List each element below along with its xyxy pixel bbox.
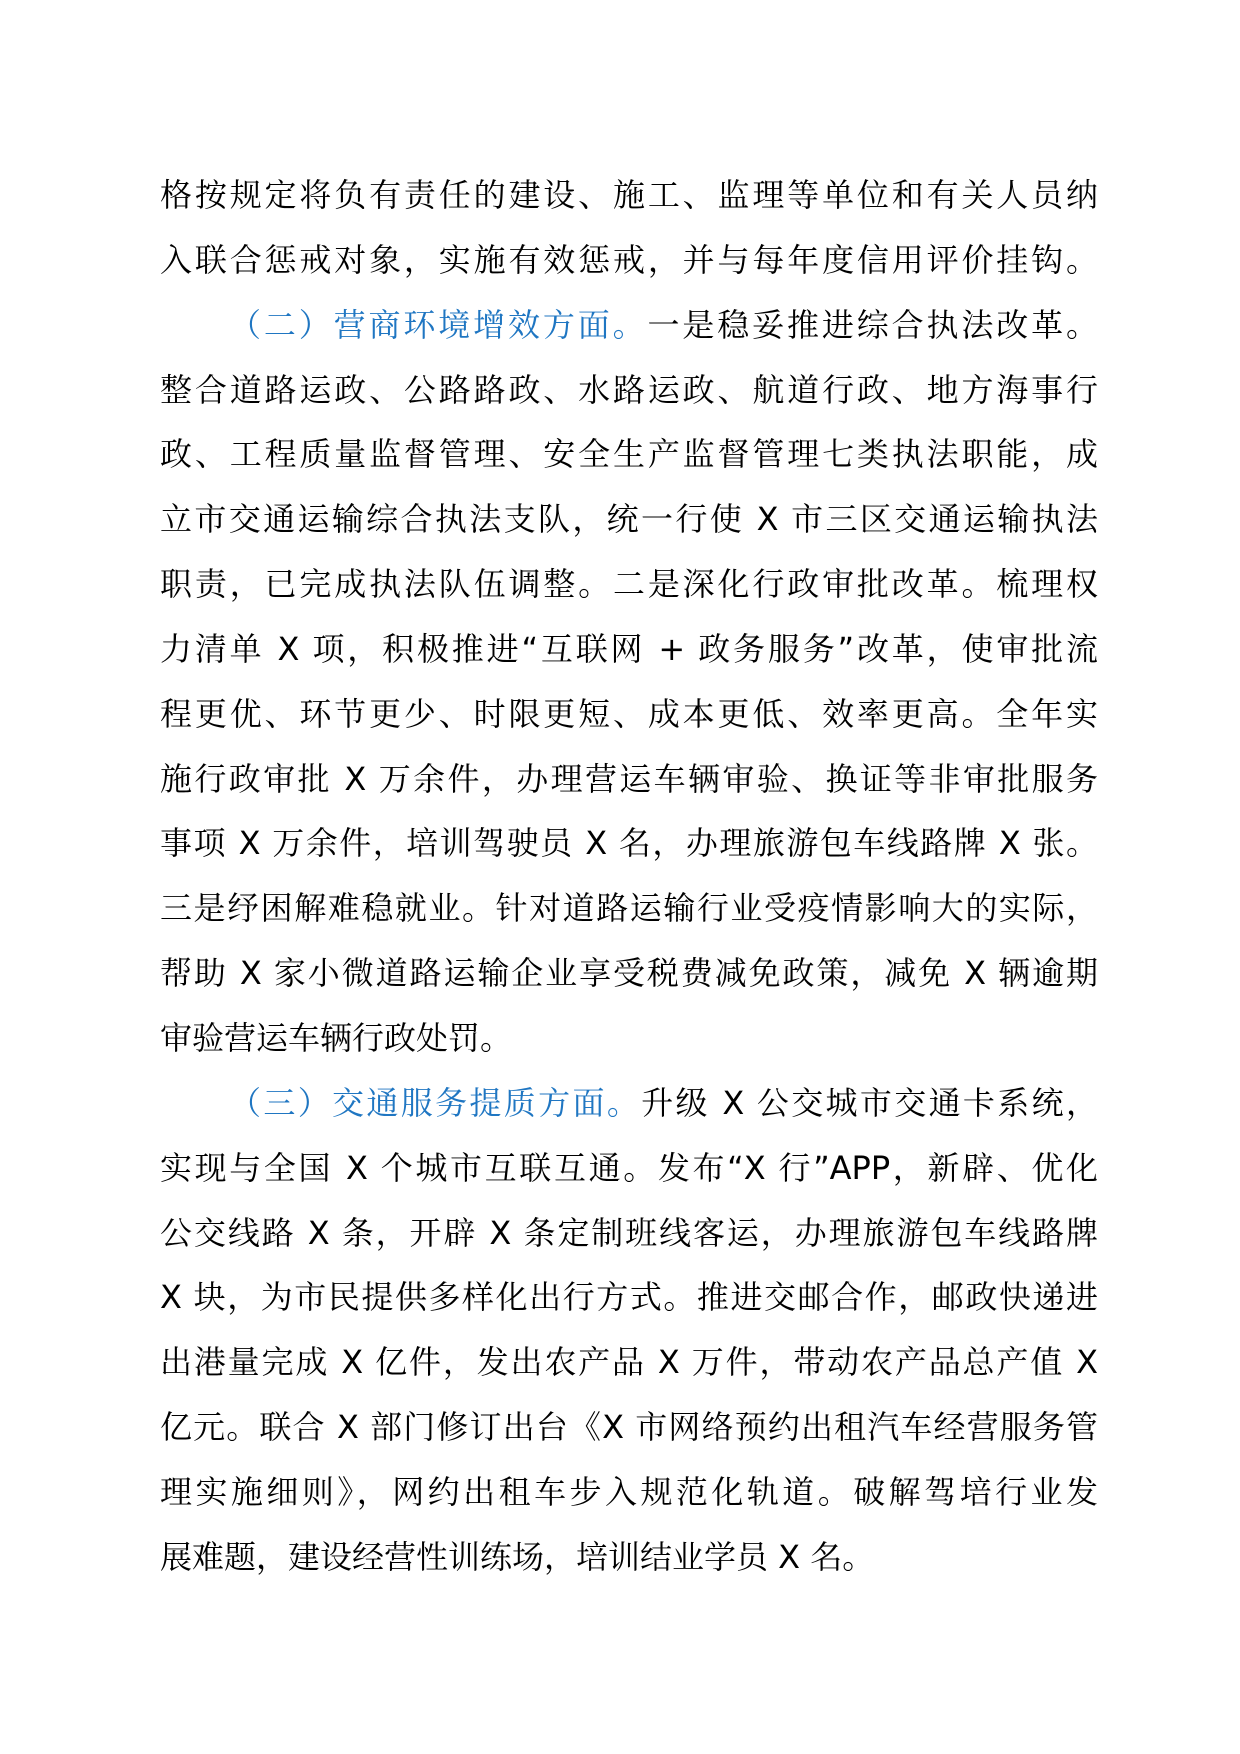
paragraph-line: 公交线路 X 条，开辟 X 条定制班线客运，办理旅游包车线路牌	[160, 1213, 1098, 1252]
paragraph-line: 程更优、环节更少、时限更短、成本更低、效率更高。全年实	[160, 694, 1098, 733]
paragraph-line: 事项 X 万余件，培训驾驶员 X 名，办理旅游包车线路牌 X 张。	[160, 824, 1098, 863]
paragraph-line: 出港量完成 X 亿件，发出农产品 X 万件，带动农产品总产值 X	[160, 1343, 1098, 1382]
paragraph-line: 格按规定将负有责任的建设、施工、监理等单位和有关人员纳	[160, 176, 1098, 214]
paragraph-line: 帮助 X 家小微道路运输企业享受税费减免政策，减免 X 辆逾期	[160, 954, 1098, 993]
section-heading: （三）交通服务提质方面。	[229, 1083, 642, 1122]
paragraph-continuation	[160, 163, 1098, 293]
paragraph-line: 理实施细则》，网约出租车步入规范化轨道。破解驾培行业发	[160, 1472, 1098, 1511]
paragraph-line: 力清单 X 项，积极推进“互联网 + 政务服务”改革，使审批流	[160, 629, 1098, 668]
section-heading: （二）营商环境增效方面。	[229, 305, 648, 344]
paragraph-line: 展难题，建设经营性训练场，培训结业学员 X 名。	[160, 1537, 875, 1576]
paragraph-line: 整合道路运政、公路路政、水路运政、航道行政、地方海事行	[160, 370, 1098, 409]
paragraph-line: 三是纾困解难稳就业。针对道路运输行业受疫情影响大的实际，	[160, 889, 1098, 928]
paragraph-business-environment	[160, 293, 1098, 1071]
paragraph-line: 入联合惩戒对象，实施有效惩戒，并与每年度信用评价挂钩。	[160, 240, 1098, 279]
paragraph-lead-text: 升级 X 公交城市交通卡系统，	[641, 1083, 1098, 1122]
paragraph-line: 审验营运车辆行政处罚。	[160, 1018, 513, 1057]
paragraph-transport-service	[160, 1071, 1098, 1590]
document-body	[160, 163, 1098, 1590]
paragraph-line: 立市交通运输综合执法支队，统一行使 X 市三区交通运输执法	[160, 500, 1098, 539]
paragraph-line: 职责，已完成执法队伍调整。二是深化行政审批改革。梳理权	[160, 565, 1098, 604]
paragraph-line: X 块，为市民提供多样化出行方式。推进交邮合作，邮政快递进	[160, 1278, 1098, 1317]
paragraph-line: 政、工程质量监督管理、安全生产监督管理七类执法职能，成	[160, 435, 1098, 474]
paragraph-first-line	[160, 293, 1098, 358]
paragraph-first-line	[160, 1071, 1098, 1136]
paragraph-line: 施行政审批 X 万余件，办理营运车辆审验、换证等非审批服务	[160, 759, 1098, 798]
paragraph-line: 亿元。联合 X 部门修订出台《X 市网络预约出租汽车经营服务管	[160, 1408, 1098, 1447]
paragraph-lead-text: 一是稳妥推进综合执法改革。	[647, 305, 1098, 344]
paragraph-line: 实现与全国 X 个城市互联互通。发布“X 行”APP，新辟、优化	[160, 1148, 1098, 1187]
